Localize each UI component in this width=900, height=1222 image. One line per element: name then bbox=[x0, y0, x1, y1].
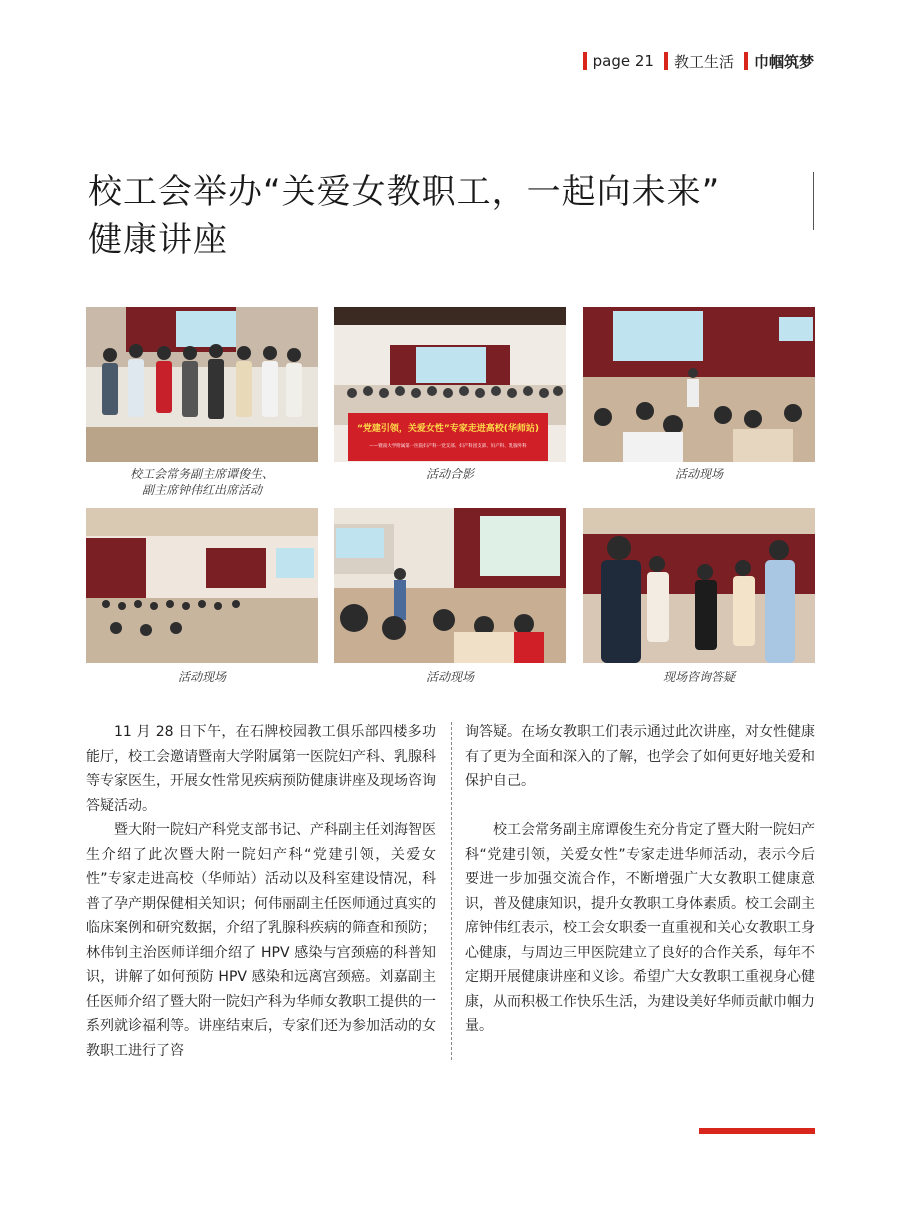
header-accent-bar bbox=[583, 52, 587, 70]
article-column-1 bbox=[86, 720, 436, 1063]
title-rule bbox=[813, 172, 814, 230]
page-number: page 21 bbox=[592, 52, 654, 70]
photo-hall bbox=[86, 508, 318, 663]
column-name: 巾帼筑梦 bbox=[753, 52, 814, 71]
paragraph: 询答疑。在场女教职工们表示通过此次讲座，对女性健康有了更为全面和深入的了解，也学会了如何更好地关爱和保护自己。 bbox=[465, 724, 815, 789]
photo-speaker bbox=[334, 508, 566, 663]
photo-caption: 活动现场 bbox=[177, 670, 226, 684]
title-line-2: 健康讲座 bbox=[88, 220, 228, 260]
photo-audience bbox=[583, 307, 815, 462]
article-title bbox=[88, 168, 808, 264]
title-line-1: 校工会举办“关爱女教职工，一起向未来” bbox=[88, 172, 721, 212]
paragraph: 暨大附一院妇产科党支部书记、产科副主任刘海智医生介绍了此次暨大附一院妇产科“党建引领，关爱女性”专家走进高校（华师站）活动以及科室建设情况，科普了孕产期保健相关知识；何伟丽副主任医师通过真实的临床案例和研究数据，介绍了乳腺科疾病的筛查和预防；林伟钊主治医师详细介绍了 HPV 感染与宫颈癌的科普知识，讲解了如何预防 HPV 感染和远离宫颈癌。刘嘉副主任医师介绍了暨大附一院妇产科为华师女教职工提供的一系列就诊福利等。讲座结束后，专家们还为参加活动的女教职工进行了咨 bbox=[86, 822, 436, 1059]
header-accent-bar bbox=[744, 52, 748, 70]
photo-caption: 活动现场 bbox=[674, 467, 723, 481]
paragraph: 11 月 28 日下午，在石牌校园教工俱乐部四楼多功能厅，校工会邀请暨南大学附属第一医院妇产科、乳腺科等专家医生，开展女性常见疾病预防健康讲座及现场咨询答疑活动。 bbox=[86, 724, 436, 814]
banner-subtext: ——暨南大学附属第一医院妇产科一党支部、妇产科团支部、妇产科、乳腺外科 bbox=[369, 444, 527, 449]
paragraph: 校工会常务副主席谭俊生充分肯定了暨大附一院妇产科“党建引领，关爱女性”专家走进华师活动，表示今后要进一步加强交流合作，不断增强广大女教职工健康意识，普及健康知识，提升女教职工身体素质。校工会副主席钟伟红表示，校工会女职委一直重视和关心女教职工身心健康，与周边三甲医院建立了良好的合作关系，每年不定期开展健康讲座和义诊。希望广大女教职工重视身心健康，从而积极工作快乐生活，为建设美好华师贡献巾帼力量。 bbox=[465, 822, 815, 1034]
section-name: 教工生活 bbox=[673, 52, 734, 71]
column-divider bbox=[451, 722, 452, 1060]
article-column-2 bbox=[465, 720, 815, 1039]
banner-text: “党建引领，关爱女性”专家走进高校(华师站) bbox=[356, 424, 540, 434]
photo-caption: 活动现场 bbox=[425, 670, 474, 684]
footer-accent-bar bbox=[699, 1128, 815, 1134]
header-accent-bar bbox=[664, 52, 668, 70]
photo-officials bbox=[86, 307, 318, 462]
photo-caption: 校工会常务副主席谭俊生、 副主席钟伟红出席活动 bbox=[129, 467, 274, 497]
photo-group bbox=[334, 307, 566, 462]
photo-caption: 现场咨询答疑 bbox=[662, 670, 735, 684]
page-header bbox=[583, 50, 814, 72]
photo-consultation bbox=[583, 508, 815, 663]
photo-caption: 活动合影 bbox=[425, 467, 474, 481]
